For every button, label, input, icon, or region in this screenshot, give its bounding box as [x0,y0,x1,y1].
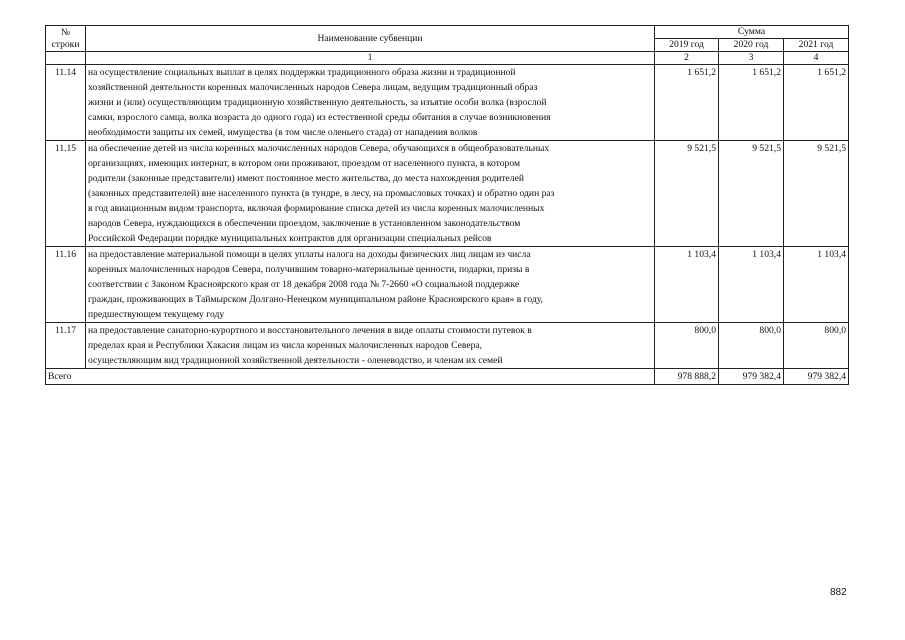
total-label: Всего [46,369,655,385]
column-number-3: 3 [719,52,784,65]
amount-2020: 800,0 [719,323,784,369]
row-number: 11.15 [46,141,86,247]
subventions-table [45,25,849,385]
row-number: 11.17 [46,323,86,369]
table-row [46,65,849,141]
year-2020-header: 2020 год [719,39,784,52]
year-2019-header: 2019 год [655,39,719,52]
column-numbers-row [46,52,849,65]
total-amount-2021: 979 382,4 [784,369,849,385]
row-number: 11.16 [46,247,86,323]
header-row-1 [46,26,849,39]
amount-2019: 1 651,2 [655,65,719,141]
description-line: на осуществление социальных выплат в целях поддержки традиционного образа жизни и традиционной [88,67,516,78]
amount-2020: 1 103,4 [719,247,784,323]
amount-2021: 1 651,2 [784,65,849,141]
amount-2019: 800,0 [655,323,719,369]
subvention-description [86,65,655,141]
sum-header: Сумма [655,26,849,39]
description-line: граждан, проживающих в Таймырском Долгано-Ненецком муниципальном районе Красноярского края» в году, [88,294,543,305]
description-line: предшествующем текущему году [88,309,225,320]
subvention-description [86,323,655,369]
description-line: пределах края и Республики Хакасия лицам из числа коренных малочисленных народов Севера, [88,340,483,351]
description-line: на предоставление материальной помощи в целях уплаты налога на доходы физических лиц лицам из числа [88,249,531,260]
description-line: родители (законные представители) имеют постоянное место жительства, до места нахождения родителей [88,173,524,184]
total-amount-2019: 978 888,2 [655,369,719,385]
description-line: самки, взрослого самца, волка возраста до одного года) из естественной среды обитания в случае возникновения [88,112,551,123]
description-line: соответствии с Законом Красноярского края от 18 декабря 2008 года № 7-2660 «О социальной поддержке [88,279,520,290]
description-line: (законных представителей) вне населенного пункта (в тундре, в лесу, на промысловых точках) и обратно один раз [88,188,555,199]
amount-2021: 9 521,5 [784,141,849,247]
subvention-name-header: Наименование субвенции [86,26,655,52]
table-row [46,323,849,369]
description-line: осуществляющим вид традиционной хозяйственной деятельности - оленеводство, и членам их семей [88,355,503,366]
row-number-header [46,26,86,52]
description-line: на предоставление санаторно-курортного и восстановительного лечения в виде оплаты стоимости путевок в [88,325,532,336]
column-number-2: 2 [655,52,719,65]
year-2021-header: 2021 год [784,39,849,52]
amount-2021: 800,0 [784,323,849,369]
column-number-4: 4 [784,52,849,65]
page-number: 882 [830,587,847,598]
amount-2020: 9 521,5 [719,141,784,247]
amount-2020: 1 651,2 [719,65,784,141]
description-line: хозяйственной деятельности коренных малочисленных народов Севера лицам, ведущим традиционный образ [88,82,538,93]
subvention-description [86,247,655,323]
description-line: организациях, имеющих интернат, в котором они проживают, проездом от населенного пункта, в котором [88,158,521,169]
description-line: необходимости защиты их семей, имущества (в том числе оленьего стада) от нападения волков [88,127,478,138]
column-number-1: 1 [86,52,655,65]
description-line: народов Севера, нуждающихся в обеспечении проездом, заключение в установленном законодательством [88,218,521,229]
description-line: в год авиационным видом транспорта, включая формирование списка детей из числа коренных малочисленных [88,203,545,214]
total-amount-2020: 979 382,4 [719,369,784,385]
subvention-description [86,141,655,247]
column-number-empty [46,52,86,65]
amount-2021: 1 103,4 [784,247,849,323]
table-row [46,141,849,247]
row-number-label-2: строки [51,38,80,50]
amount-2019: 9 521,5 [655,141,719,247]
total-row [46,369,849,385]
description-line: на обеспечение детей из числа коренных малочисленных народов Севера, обучающихся в общеобразовательных [88,143,550,154]
amount-2019: 1 103,4 [655,247,719,323]
description-line: жизни и (или) осуществляющим традиционную хозяйственную деятельность, за изъятие особи волка (взрослой [88,97,547,108]
row-number: 11.14 [46,65,86,141]
description-line: коренных малочисленных народов Севера, получившим товарно-материальные ценности, подарки, призы в [88,264,530,275]
table-row [46,247,849,323]
description-line: Российской Федерации порядке муниципальных контрактов для организации специальных рейсов [88,233,492,244]
row-number-label-1: № [60,26,71,38]
